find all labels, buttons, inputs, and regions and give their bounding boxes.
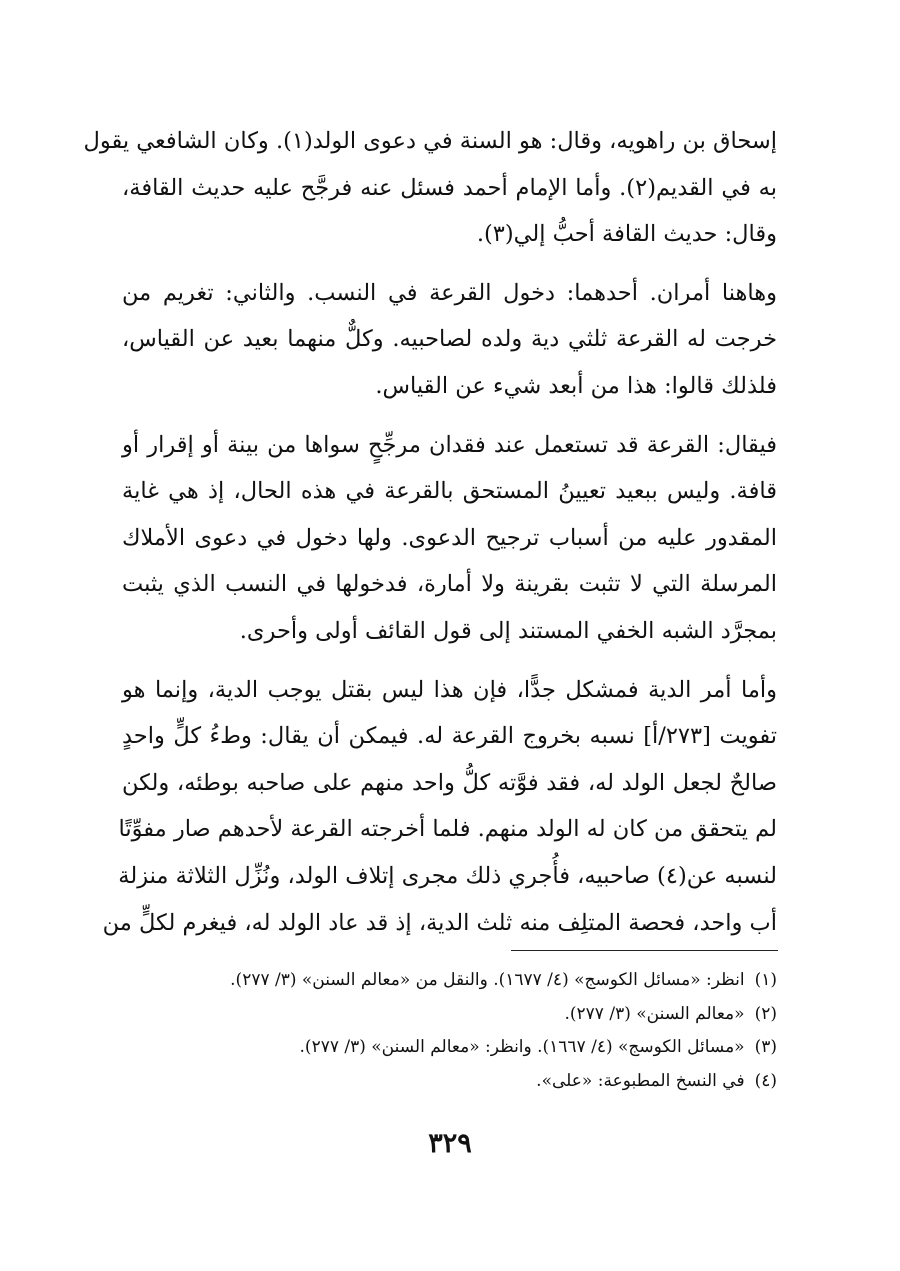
page-number: ٣٢٩	[428, 1128, 472, 1159]
footnote-divider	[511, 950, 778, 951]
text-line: فلذلك قالوا: هذا من أبعد شيء عن القياس.	[375, 372, 777, 399]
footnote-1	[117, 964, 777, 998]
text-line: فيقال: القرعة قد تستعمل عند فقدان مرجِّحٍ سواها من بينة أو إقرار أو	[122, 431, 777, 458]
text-line: صالحٌ لجعل الولد له، فقد فوَّته كلُّ واحد منهم على صاحبه بوطئه، ولكن	[122, 769, 777, 796]
text-line: تفويت [٢٧٣/أ] نسبه بخروج القرعة له. فيمكن أن يقال: وطءُ كلٍّ واحدٍ	[122, 723, 777, 750]
footnote-4	[117, 1065, 777, 1099]
text-line: إسحاق بن راهويه، وقال: هو السنة في دعوى الولد(١). وكان الشافعي يقول	[83, 128, 777, 154]
footnote-text: «معالم السنن» (٣/ ٢٧٧).	[564, 1003, 745, 1024]
paragraph-3	[122, 422, 777, 655]
text-line: لم يتحقق من كان له الولد منهم. فلما أخرجته القرعة لأحدهم صار مفوِّتًا	[118, 816, 777, 843]
text-line: به في القديم(٢). وأما الإمام أحمد فسئل عنه فرجَّح عليه حديث القافة،	[122, 174, 777, 201]
footnote-text: انظر: «مسائل الكوسج» (٤/ ١٦٧٧). والنقل من «معالم السنن» (٣/ ٢٧٧).	[230, 970, 745, 990]
paragraph-1	[83, 118, 777, 258]
footnotes	[117, 964, 777, 1098]
footnote-3	[117, 1031, 777, 1065]
paragraph-2	[122, 270, 777, 410]
text-line: أب واحد، فحصة المتلِف منه ثلث الدية، إذ قد عاد الولد له، فيغرم لكلٍّ من	[102, 909, 777, 936]
footnote-number: (٤)	[754, 1070, 777, 1091]
footnote-2	[117, 998, 777, 1032]
text-line: وهاهنا أمران. أحدهما: دخول القرعة في النسب. والثاني: تغريم من	[122, 279, 777, 306]
text-line: خرجت له القرعة ثلثي دية ولده لصاحبيه. وكلٌّ منهما بعيد عن القياس،	[122, 326, 777, 353]
footnote-text: في النسخ المطبوعة: «على».	[536, 1070, 745, 1091]
text-line: وأما أمر الدية فمشكل جدًّا، فإن هذا ليس بقتل يوجب الدية، وإنما هو	[122, 676, 777, 703]
text-line: بمجرَّد الشبه الخفي المستند إلى قول القائف أولى وأحرى.	[239, 617, 777, 644]
main-text	[83, 118, 777, 958]
text-line: وقال: حديث القافة أحبُّ إلي(٣).	[476, 221, 777, 248]
paragraph-4	[102, 667, 777, 947]
text-line: لنسبه عن(٤) صاحبيه، فأُجري ذلك مجرى إتلاف الولد، ونُزِّل الثلاثة منزلة	[118, 862, 777, 889]
text-line: قافة. وليس ببعيد تعيينُ المستحق بالقرعة في هذه الحال، إذ هي غاية	[122, 478, 777, 505]
footnote-number: (٢)	[754, 1003, 777, 1024]
footnote-number: (٣)	[754, 1037, 777, 1057]
footnote-number: (١)	[754, 970, 777, 990]
footnote-text: «مسائل الكوسج» (٤/ ١٦٦٧). وانظر: «معالم السنن» (٣/ ٢٧٧).	[299, 1037, 745, 1057]
text-line: المرسلة التي لا تثبت بقرينة ولا أمارة، فدخولها في النسب الذي يثبت	[122, 571, 777, 598]
text-line: المقدور عليه من أسباب ترجيح الدعوى. ولها دخول في دعوى الأملاك	[122, 524, 777, 551]
